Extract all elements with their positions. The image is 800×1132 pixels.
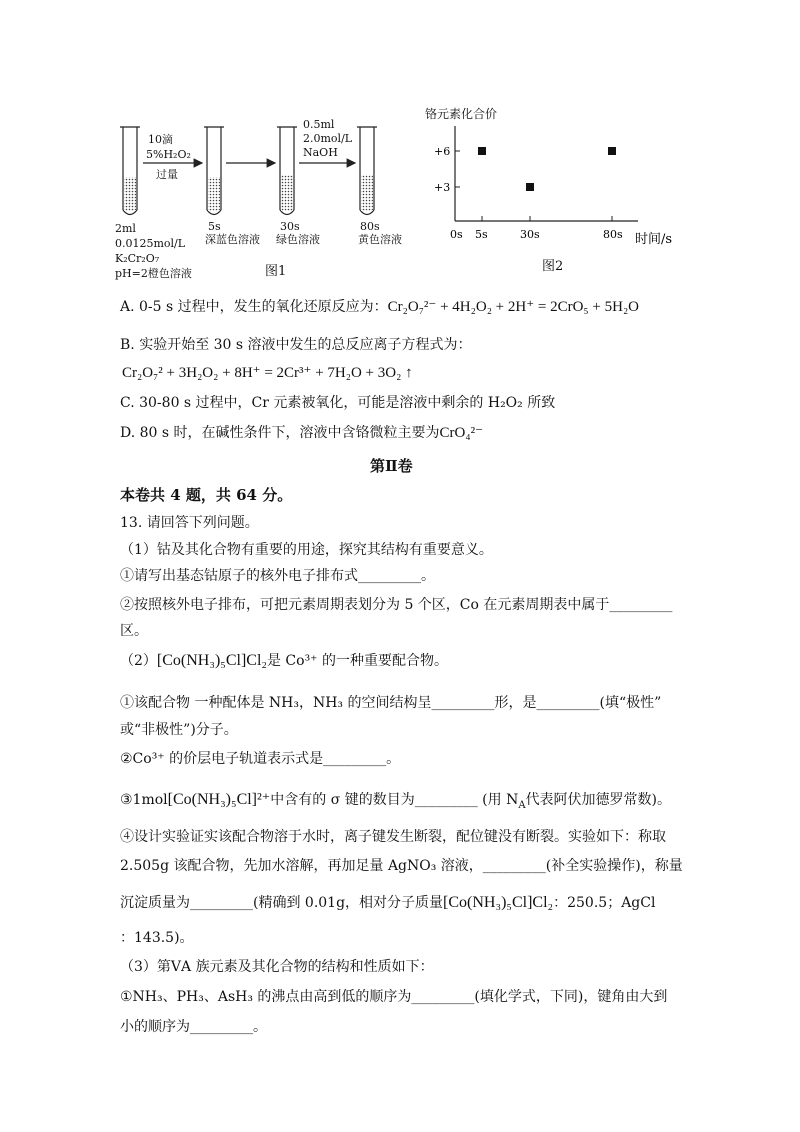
option-b-formula: Cr₂O₇² + 3H₂O₂ + 8H⁺ = 2Cr³⁺ + 7H₂O + 3O₂ ↑ xyxy=(122,365,413,381)
q13-part2-d-line3-post: ：250.5；AgCl xyxy=(553,895,656,911)
q13-part2-c xyxy=(120,791,671,815)
figure-1-caption: 图1 xyxy=(265,264,287,279)
arrow1-reagent: 5%H₂O₂ xyxy=(146,148,191,161)
q13-part3-a-line2: 小的顺序为_________。 xyxy=(120,1019,267,1035)
q13-part1-intro: （1）钴及其化合物有重要的用途，探究其结构有重要意义。 xyxy=(120,542,493,558)
q13-part2-c-sub: A xyxy=(518,799,526,811)
x-tick-0s: 0s xyxy=(450,228,463,241)
q13-part2-c-prefix: ③1mol xyxy=(120,792,168,808)
tube4-time: 80s xyxy=(360,220,380,233)
figure-1 xyxy=(110,115,430,285)
option-d-text: D. 80 s 时，在碱性条件下，溶液中含铬微粒主要为 xyxy=(120,425,440,441)
x-axis-title: 时间/s xyxy=(635,232,673,247)
q13-stem: 13. 请回答下列问题。 xyxy=(120,515,259,531)
option-c: C. 30-80 s 过程中，Cr 元素被氧化，可能是溶液中剩余的 H₂O₂ 所致 xyxy=(120,395,556,411)
figure-2 xyxy=(420,105,680,280)
arrow2-concentration: 2.0mol/L xyxy=(303,132,353,145)
q13-part2-d-line3 xyxy=(120,894,655,912)
test-tube-1 xyxy=(120,127,140,215)
q13-part2-a-line2: 或“非极性”)分子。 xyxy=(120,722,238,738)
tube1-concentration: 0.0125mol/L xyxy=(115,237,186,250)
option-d-formula: CrO₄²⁻ xyxy=(439,425,484,441)
data-points xyxy=(478,147,616,191)
tube1-solute: K₂Cr₂O₇ xyxy=(115,252,160,265)
q13-part2-c-ion: [Co(NH₃)₅Cl]²⁺ xyxy=(167,791,271,808)
tube2-time: 5s xyxy=(208,220,221,233)
q13-part2-a-line1: ①该配合物 一种配体是 NH₃，NH₃ 的空间结构呈_________形，是_________(填“极性” xyxy=(120,695,662,711)
arrow1-note: 过量 xyxy=(156,168,178,181)
data-point-30s xyxy=(526,183,534,191)
q13-part1-b-line2: 区。 xyxy=(120,623,148,639)
option-a-formula: Cr₂O₇²⁻ + 4H₂O₂ + 2H⁺ = 2CrO₅ + 5H₂O xyxy=(387,299,640,315)
test-tube-2 xyxy=(204,127,224,215)
x-tick-5s: 5s xyxy=(475,228,488,241)
y-tick-+3: +3 xyxy=(434,181,451,194)
q13-part2-d-line3-complex: [Co(NH₃)₅Cl]Cl₂ xyxy=(443,894,554,911)
data-point-5s xyxy=(478,147,486,155)
tube4-description: 黄色溶液 xyxy=(358,233,402,246)
q13-part2-desc: 是 Co³⁺ 的一种重要配合物。 xyxy=(266,653,449,669)
data-point-80s xyxy=(608,147,616,155)
test-tube-3 xyxy=(277,127,297,215)
test-tube-4 xyxy=(357,127,377,215)
q13-part2-d-line4: ：143.5)。 xyxy=(120,930,194,946)
q13-part2-intro xyxy=(120,652,448,670)
q13-part2-complex: [Co(NH₃)₅Cl]Cl₂ xyxy=(156,652,267,669)
q13-part2-label: （2） xyxy=(120,653,157,669)
figure-2-caption: 图2 xyxy=(542,259,564,274)
tube1-volume: 2ml xyxy=(115,222,136,235)
y-axis-title: 铬元素化合价 xyxy=(425,107,498,121)
q13-part2-d-line3-pre: 沉淀质量为_________(精确到 0.01g，相对分子质量 xyxy=(120,895,444,911)
q13-part2-d-line2: 2.505g 该配合物，先加水溶解，再加足量 AgNO₃ 溶液，_________(补全实验操作)，称量 xyxy=(120,858,683,874)
section-summary: 本卷共 4 题，共 64 分。 xyxy=(120,486,293,504)
tube2-description: 深蓝色溶液 xyxy=(205,233,260,246)
y-tick-+6: +6 xyxy=(434,145,451,158)
option-a-text: A. 0-5 s 过程中，发生的氧化还原反应为： xyxy=(120,299,388,315)
q13-part3-intro: （3）第ⅤA 族元素及其化合物的结构和性质如下： xyxy=(120,959,434,975)
q13-part1-a: ①请写出基态钴原子的核外电子排布式_________。 xyxy=(120,568,435,584)
q13-part2-c-tail: 代表阿伏加德罗常数)。 xyxy=(525,792,672,808)
q13-part2-d-line1: ④设计实验证实该配合物溶于水时，离子键发生断裂，配位键没有断裂。实验如下：称取 xyxy=(120,829,666,845)
q13-part2-c-mid: 中含有的 σ 键的数目为_________ (用 N xyxy=(270,792,519,808)
arrow2-reagent: NaOH xyxy=(303,146,338,159)
option-b xyxy=(120,336,472,354)
q13-part2-b: ②Co³⁺ 的价层电子轨道表示式是_________。 xyxy=(120,751,401,767)
valence-chart xyxy=(420,123,680,268)
tube3-time: 30s xyxy=(280,220,300,233)
section-title: 第Ⅱ卷 xyxy=(370,457,413,475)
option-d xyxy=(120,424,483,442)
x-tick-30s: 30s xyxy=(520,228,540,241)
arrow2-volume: 0.5ml xyxy=(303,118,335,131)
option-b-text: B. 实验开始至 30 s 溶液中发生的总反应离子方程式为： xyxy=(120,337,472,353)
tube3-description: 绿色溶液 xyxy=(276,233,320,246)
arrow1-drops: 10滴 xyxy=(148,133,173,146)
option-a xyxy=(120,298,639,316)
x-tick-80s: 80s xyxy=(603,228,623,241)
q13-part1-b-line1: ②按照核外电子排布，可把元素周期表划分为 5 个区，Co 在元素周期表中属于_________ xyxy=(120,597,673,613)
q13-part3-a-line1: ①NH₃、PH₃、AsH₃ 的沸点由高到低的顺序为_________(填化学式，下同)，键角由大到 xyxy=(120,989,668,1005)
tube1-description: pH=2橙色溶液 xyxy=(115,267,192,280)
